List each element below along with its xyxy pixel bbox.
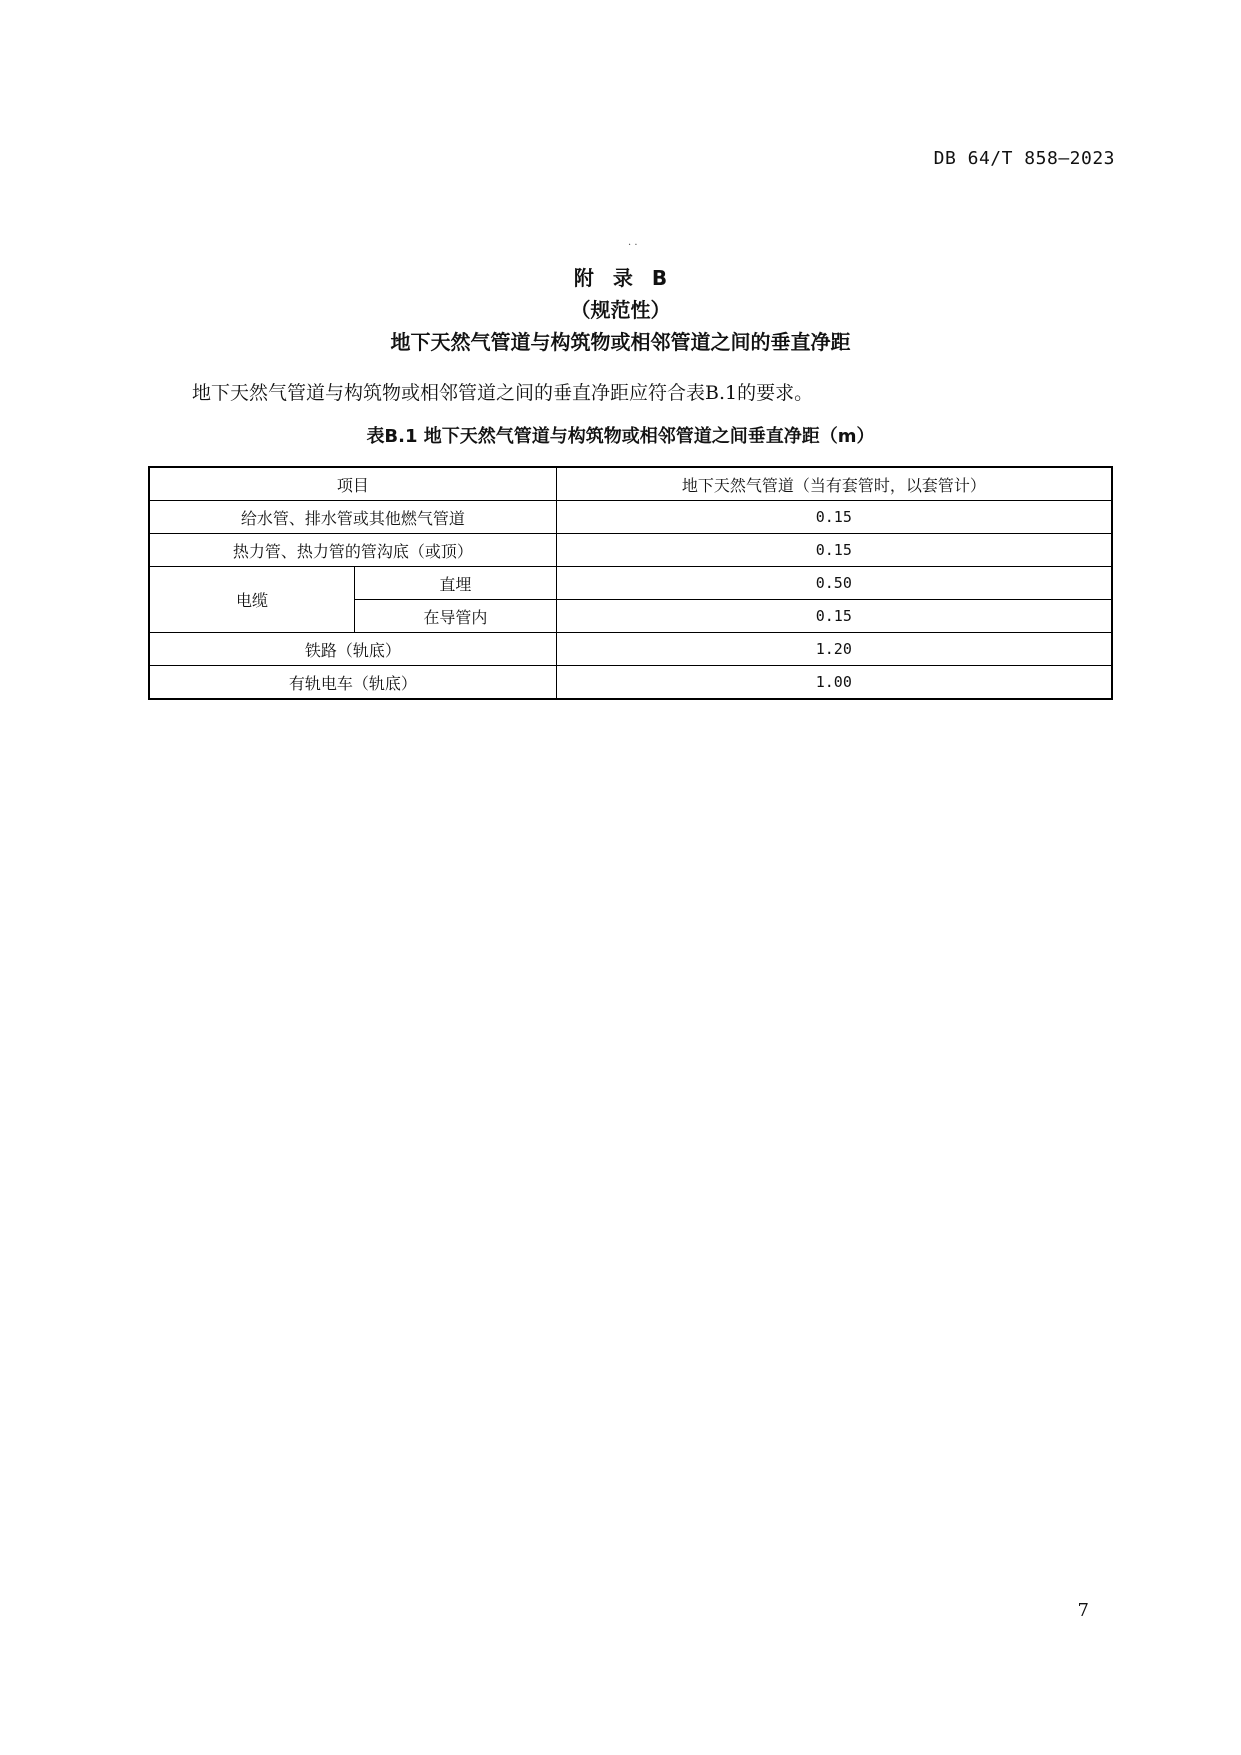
row-value: 0.15 — [556, 534, 1112, 567]
header-item: 项目 — [149, 467, 556, 501]
row-value: 0.15 — [556, 600, 1112, 633]
row-item: 热力管、热力管的管沟底（或顶） — [149, 534, 556, 567]
table-header-row — [149, 467, 1112, 501]
row-item: 给水管、排水管或其他燃气管道 — [149, 501, 556, 534]
row-value: 1.20 — [556, 633, 1112, 666]
row-value: 1.00 — [556, 666, 1112, 700]
appendix-type: （规范性） — [570, 298, 671, 322]
row-subitem: 在导管内 — [355, 600, 557, 633]
header-value: 地下天然气管道（当有套管时，以套管计） — [556, 467, 1112, 501]
page-number: 7 — [1077, 1600, 1089, 1621]
clearance-table — [148, 466, 1113, 700]
row-value: 0.15 — [556, 501, 1112, 534]
body-paragraph: 地下天然气管道与构筑物或相邻管道之间的垂直净距应符合表B.1的要求。 — [192, 382, 814, 404]
table-row — [149, 633, 1112, 666]
table-row — [149, 501, 1112, 534]
decorative-dots: · · — [628, 240, 638, 251]
row-value: 0.50 — [556, 567, 1112, 600]
row-item: 有轨电车（轨底） — [149, 666, 556, 700]
row-group: 电缆 — [149, 567, 355, 633]
table-row — [149, 666, 1112, 700]
table-row — [149, 534, 1112, 567]
table-row — [149, 567, 1112, 600]
table-caption: 表B.1 地下天然气管道与构筑物或相邻管道之间垂直净距（m） — [366, 426, 875, 447]
appendix-title: 附 录 B — [573, 266, 668, 290]
row-item: 铁路（轨底） — [149, 633, 556, 666]
appendix-heading: 地下天然气管道与构筑物或相邻管道之间的垂直净距 — [390, 330, 851, 354]
document-code: DB 64/T 858—2023 — [933, 148, 1115, 169]
row-subitem: 直埋 — [355, 567, 557, 600]
